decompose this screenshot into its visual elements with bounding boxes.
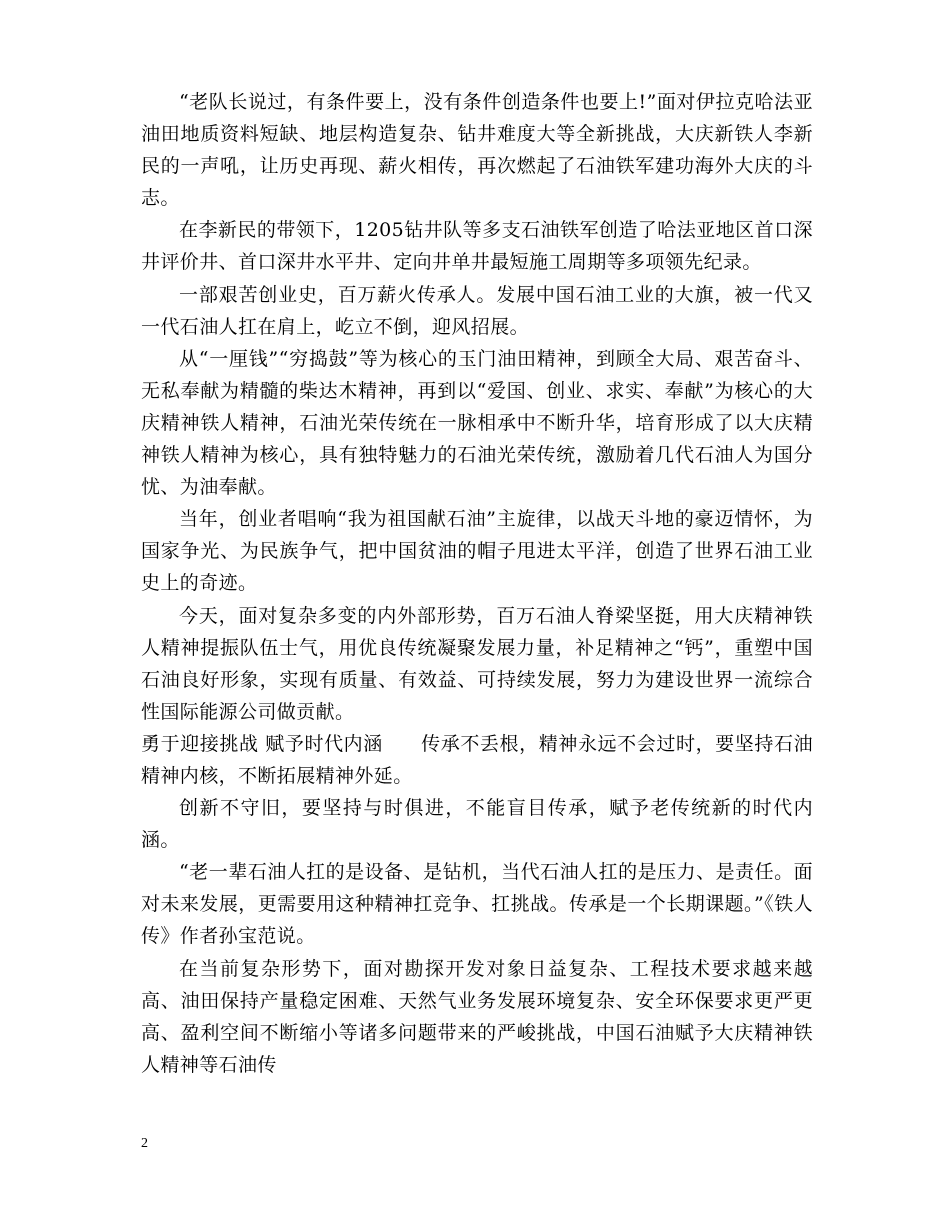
paragraph: “老队长说过，有条件要上，没有条件创造条件也要上!”面对伊拉克哈法亚油田地质资料短缺、地层构造复杂、钻井难度大等全新挑战，大庆新铁人李新民的一声吼，让历史再现、薪火相传，再次燃起了石油铁军建功海外大庆的斗志。 bbox=[141, 91, 813, 210]
paragraph: 在当前复杂形势下，面对勘探开发对象日益复杂、工程技术要求越来越高、油田保持产量稳定困难、天然气业务发展环境复杂、安全环保要求更严更高、盈利空间不断缩小等诸多问题带来的严峻挑战，中国石油赋予大庆精神铁人精神等石油传 bbox=[141, 957, 813, 1076]
paragraph: 从“一厘钱”“穷捣鼓”等为核心的玉门油田精神，到顾全大局、艰苦奋斗、无私奉献为精髓的柴达木精神，再到以“爱国、创业、求实、奉献”为核心的大庆精神铁人精神，石油光荣传统在一脉相承中不断升华，培育形成了以大庆精神铁人精神为核心，具有独特魅力的石油光荣传统，激励着几代石油人为国分忧、为油奉献。 bbox=[141, 347, 813, 499]
paragraph: “老一辈石油人扛的是设备、是钻机，当代石油人扛的是压力、是责任。面对未来发展，更需要用这种精神扛竞争、扛挑战。传承是一个长期课题。”《铁人传》作者孙宝范说。 bbox=[141, 861, 813, 948]
paragraph: 一部艰苦创业史，百万薪火传承人。发展中国石油工业的大旗，被一代又一代石油人扛在肩上，屹立不倒，迎风招展。 bbox=[141, 283, 813, 338]
section-heading-text: 传承不丢根，精神永远不会过时，要坚持石油精神内核，不断拓展精神外延。 bbox=[141, 732, 813, 787]
paragraph: 当年，创业者唱响“我为祖国献石油”主旋律，以战天斗地的豪迈情怀，为国家争光、为民族争气，把中国贫油的帽子甩进太平洋，创造了世界石油工业史上的奇迹。 bbox=[141, 508, 813, 595]
page-number: 2 bbox=[141, 1136, 148, 1151]
document-body bbox=[141, 86, 813, 1081]
paragraph: 今天，面对复杂多变的内外部形势，百万石油人脊梁坚挺，用大庆精神铁人精神提振队伍士气，用优良传统凝聚发展力量，补足精神之“钙”，重塑中国石油良好形象，实现有质量、有效益、可持续发展，努力为建设世界一流综合性国际能源公司做贡献。 bbox=[141, 604, 813, 723]
section-paragraph bbox=[141, 728, 813, 792]
section-heading: 勇于迎接挑战 赋予时代内涵 bbox=[141, 732, 383, 755]
paragraph: 创新不守旧，要坚持与时俱进，不能盲目传承，赋予老传统新的时代内涵。 bbox=[141, 797, 813, 852]
paragraph: 在李新民的带领下，1205钻井队等多支石油铁军创造了哈法亚地区首口深井评价井、首口深井水平井、定向井单井最短施工周期等多项领先纪录。 bbox=[141, 219, 813, 274]
